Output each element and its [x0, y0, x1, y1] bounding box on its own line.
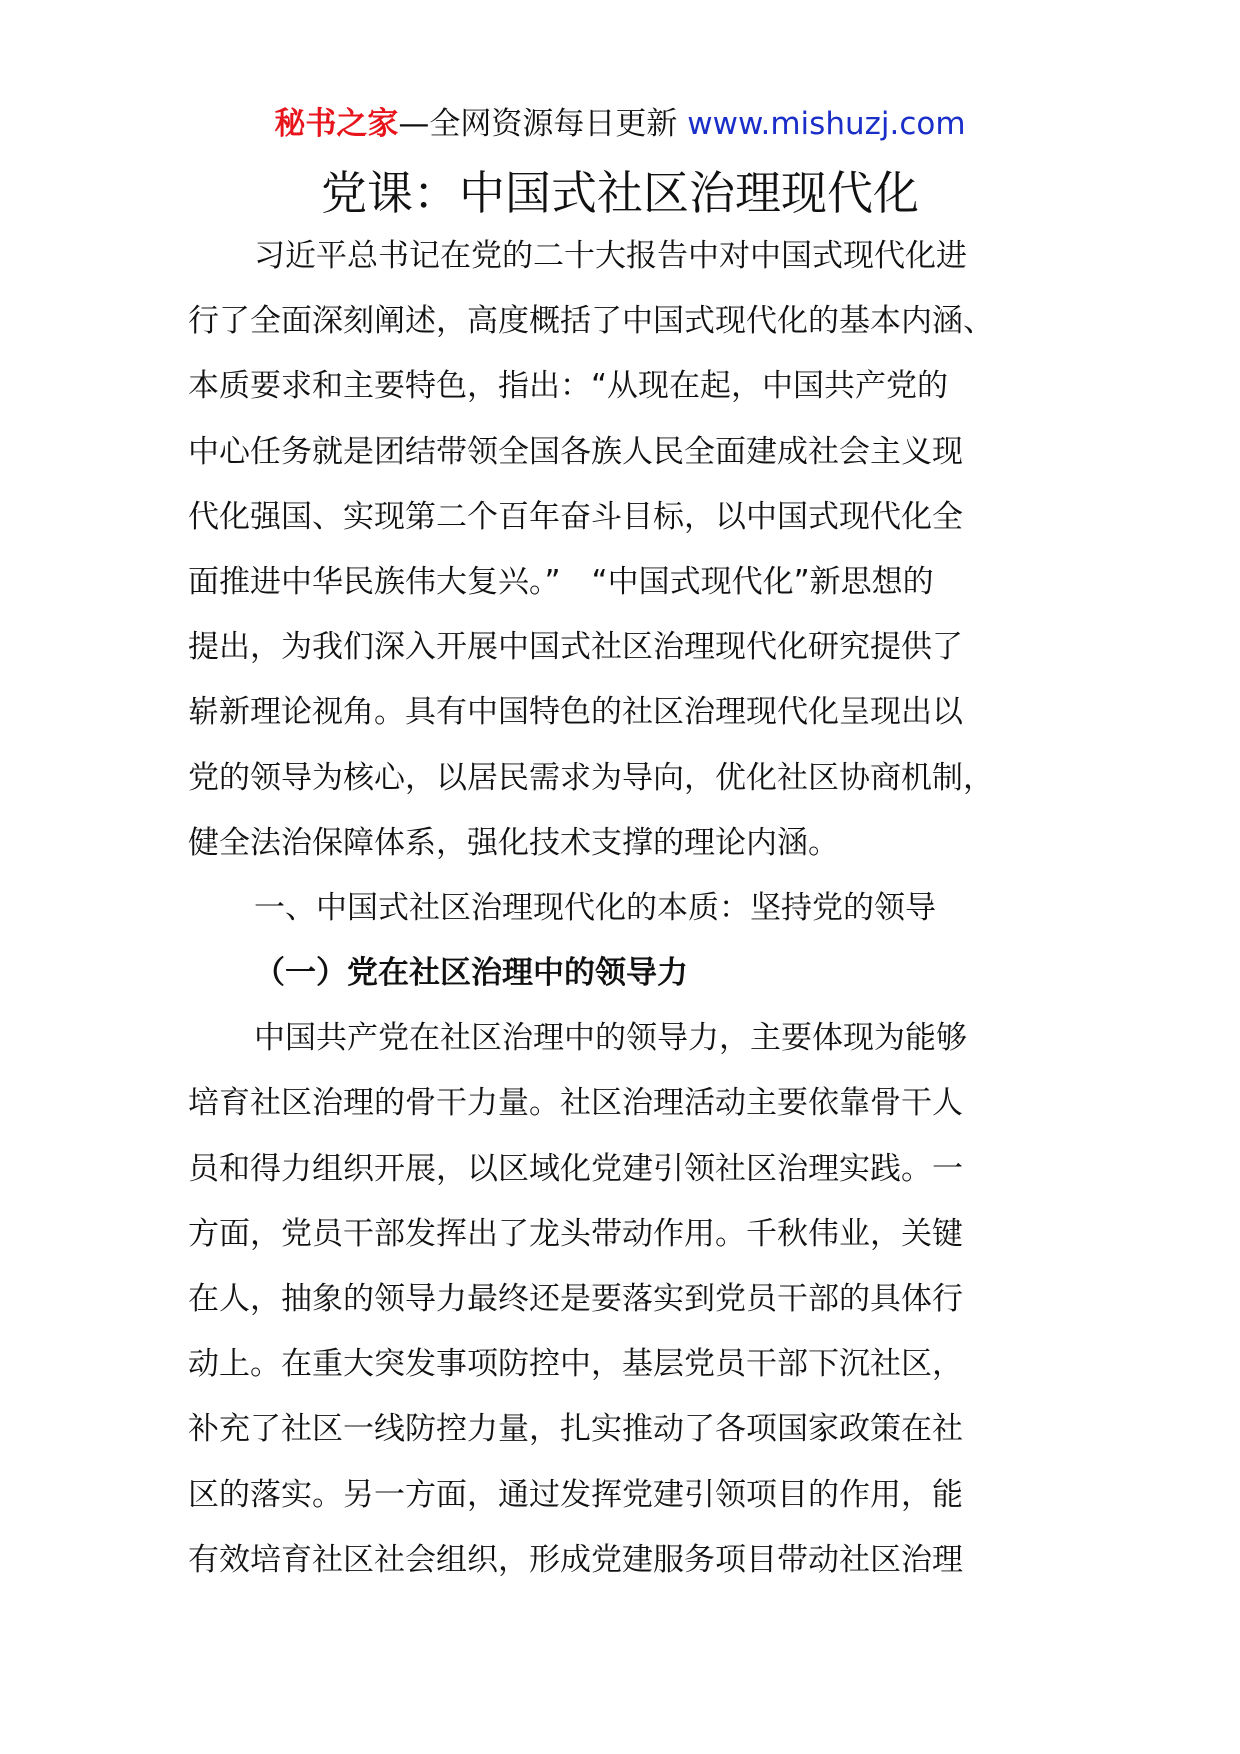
- paragraph-line: 崭新理论视角。具有中国特色的社区治理现代化呈现出以: [188, 694, 963, 731]
- paragraph-line: 行了全面深刻阐述，高度概括了中国式现代化的基本内涵、: [188, 303, 994, 340]
- paragraph-line: 区的落实。另一方面，通过发挥党建引领项目的作用，能: [188, 1476, 963, 1513]
- site-brand: 秘书之家: [274, 106, 399, 142]
- section-subheading: （一）党在社区治理中的领导力: [254, 955, 688, 992]
- paragraph-line: 中心任务就是团结带领全国各族人民全面建成社会主义现: [188, 433, 963, 470]
- document-title: 党课：中国式社区治理现代化: [321, 166, 919, 220]
- site-header: [0, 102, 1240, 146]
- paragraph-line: 有效培育社区社会组织，形成党建服务项目带动社区治理: [188, 1541, 963, 1578]
- paragraph-line: 习近平总书记在党的二十大报告中对中国式现代化进: [254, 238, 967, 274]
- paragraph-line: 员和得力组织开展，以区域化党建引领社区治理实践。一: [188, 1150, 963, 1187]
- paragraph-line: 本质要求和主要特色，指出：“从现在起，中国共产党的: [188, 368, 949, 405]
- document-body: [188, 224, 1052, 1593]
- paragraph-line: 面推进中华民族伟大复兴。” “中国式现代化”新思想的: [188, 563, 934, 600]
- paragraph-line: 培育社区治理的骨干力量。社区治理活动主要依靠骨干人: [188, 1085, 963, 1122]
- site-slogan: —全网资源每日更新: [398, 106, 678, 142]
- paragraph-line: 健全法治保障体系，强化技术支撑的理论内涵。: [188, 824, 839, 861]
- paragraph-line: 补充了社区一线防控力量，扎实推动了各项国家政策在社: [188, 1411, 963, 1448]
- paragraph-line: 党的领导为核心，以居民需求为导向，优化社区协商机制，: [188, 759, 994, 796]
- paragraph-line: 动上。在重大突发事项防控中，基层党员干部下沉社区，: [188, 1346, 963, 1383]
- site-url-link[interactable]: www.mishuzj.com: [687, 106, 966, 142]
- paragraph-line: 提出，为我们深入开展中国式社区治理现代化研究提供了: [188, 629, 963, 666]
- paragraph-line: 代化强国、实现第二个百年奋斗目标，以中国式现代化全: [188, 498, 963, 535]
- paragraph-line: 方面，党员干部发挥出了龙头带动作用。千秋伟业，关键: [188, 1215, 963, 1252]
- paragraph-line: 一、中国式社区治理现代化的本质：坚持党的领导: [254, 889, 936, 926]
- paragraph-line: 中国共产党在社区治理中的领导力，主要体现为能够: [254, 1020, 967, 1057]
- paragraph-line: 在人，抽象的领导力最终还是要落实到党员干部的具体行: [188, 1281, 963, 1317]
